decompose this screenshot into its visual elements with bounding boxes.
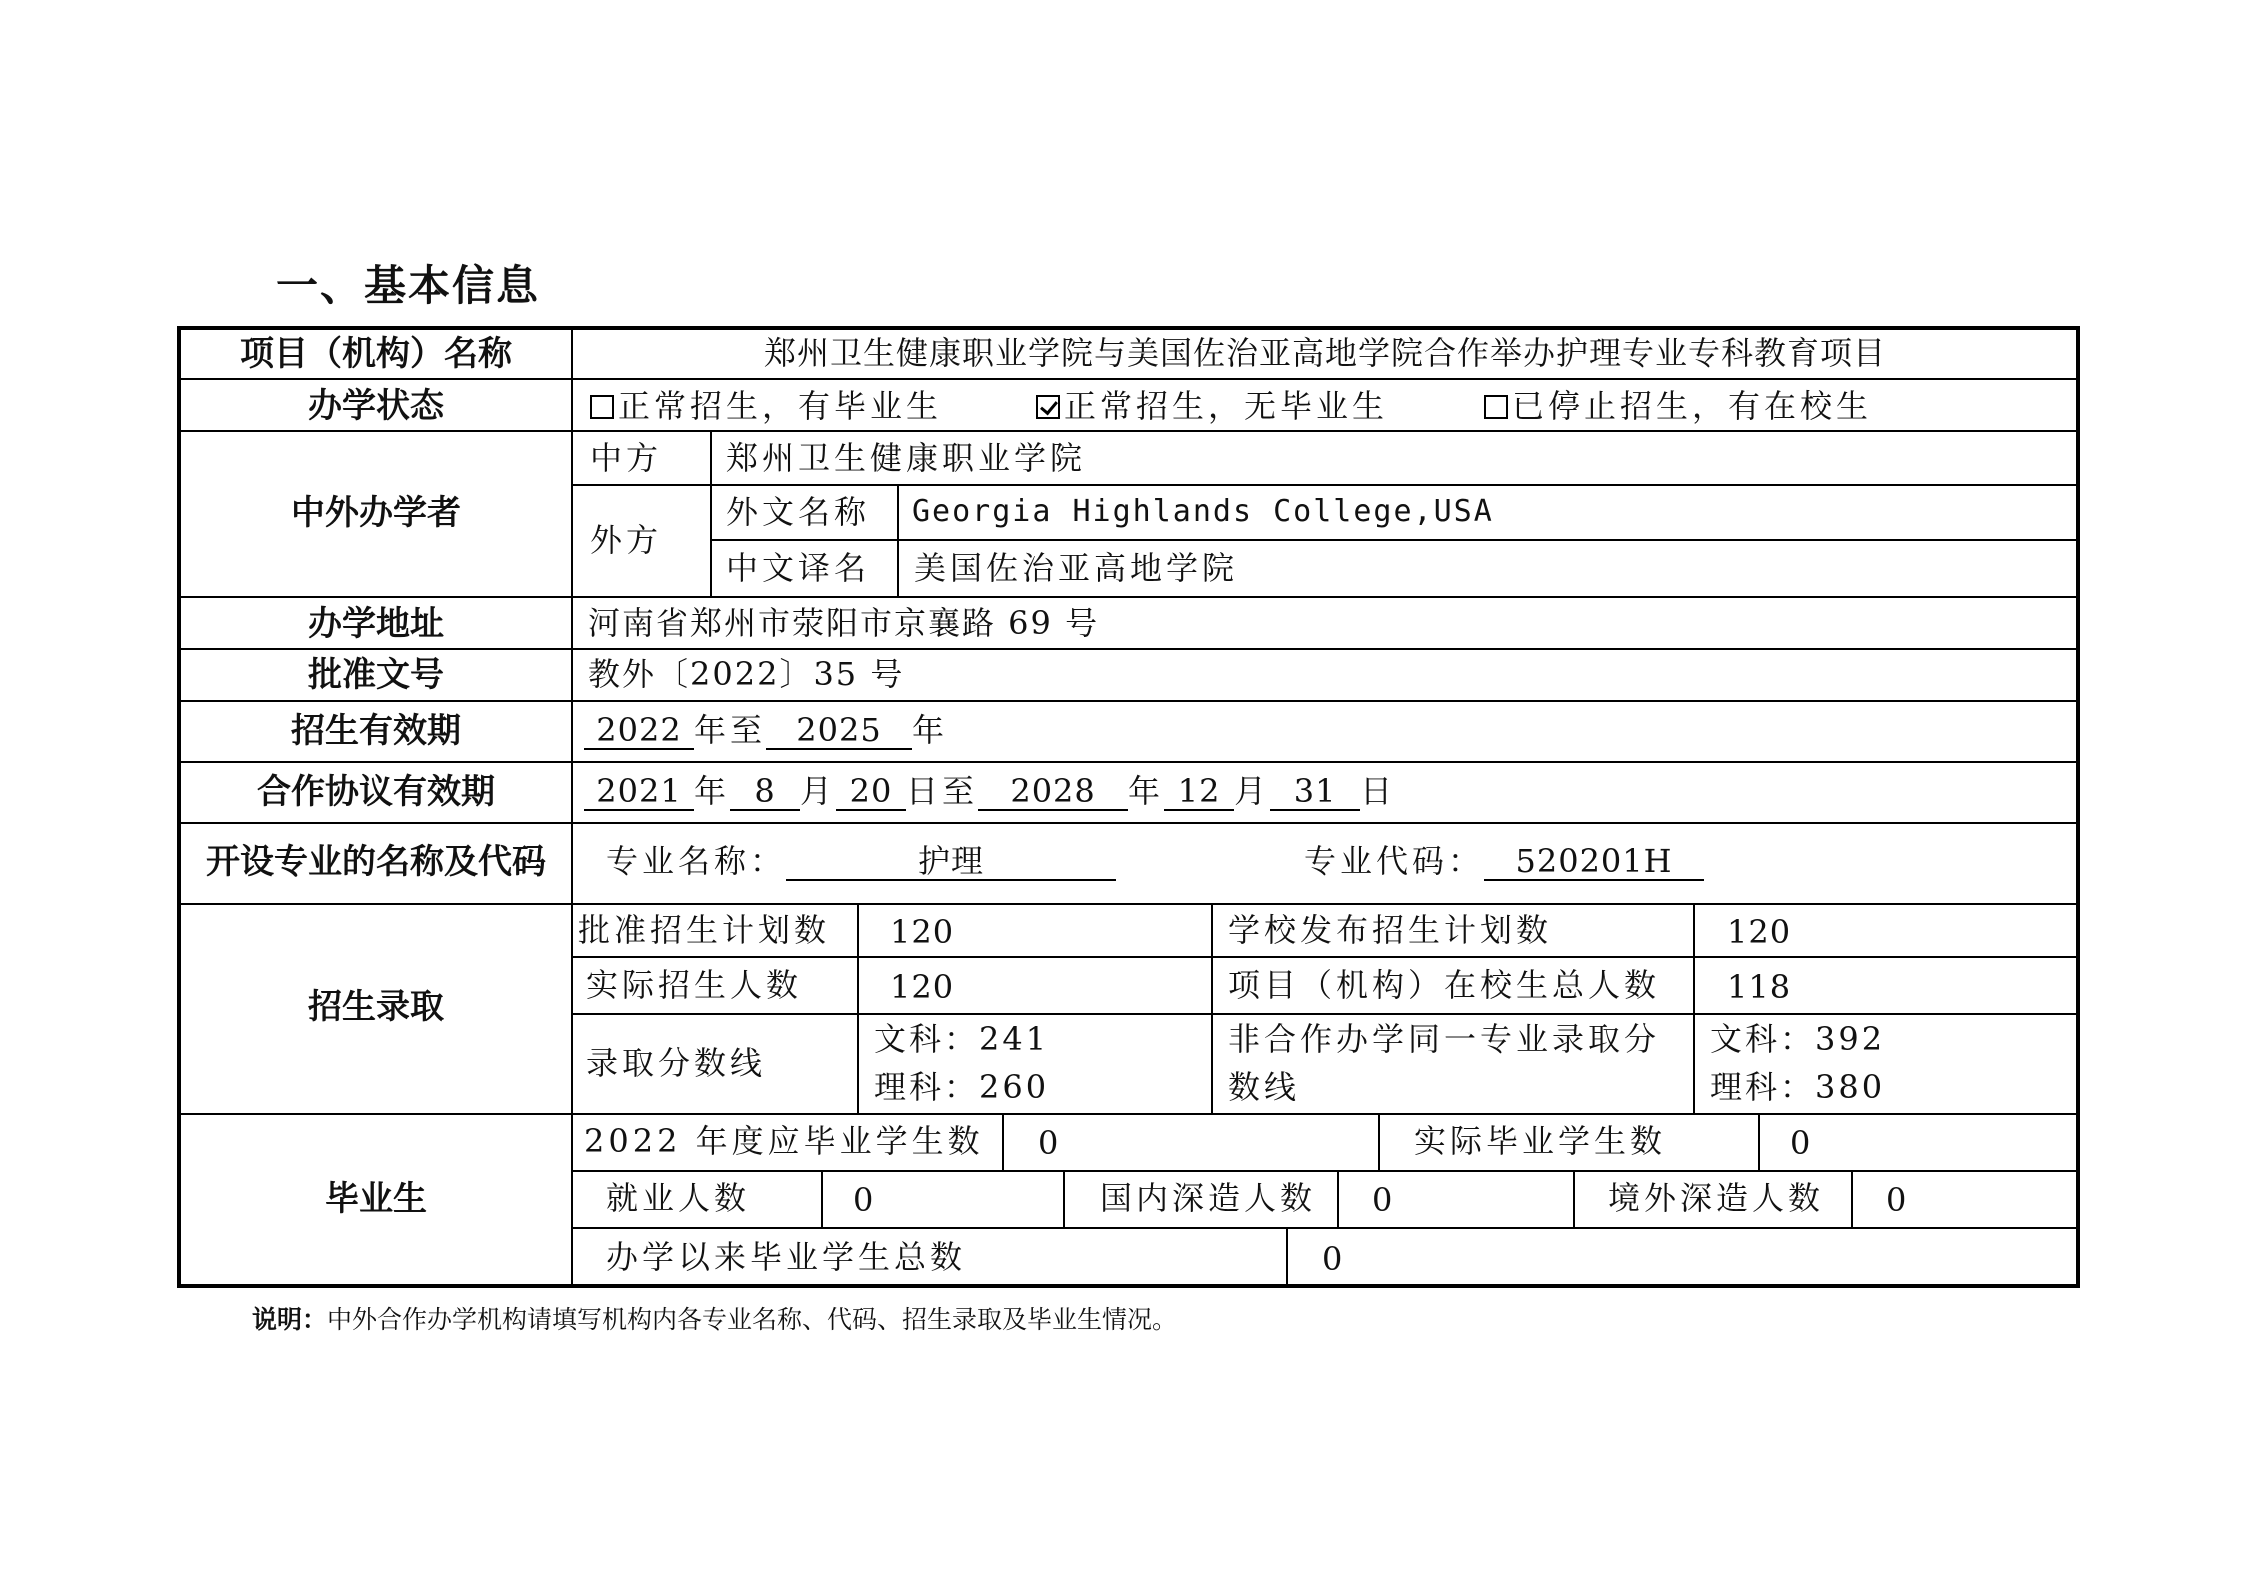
row-divider — [177, 903, 2080, 905]
domestic-study-label: 国内深造人数 — [1100, 1179, 1317, 1217]
row-divider — [572, 484, 2080, 486]
expected-grads-value: 0 — [1038, 1124, 1060, 1162]
year-to-text: 年至 — [694, 711, 767, 749]
address-label: 办学地址 — [308, 604, 444, 644]
major-code-value: 520201H — [1484, 845, 1704, 881]
status-label: 办学状态 — [308, 386, 444, 426]
col-divider — [1573, 1170, 1575, 1227]
agreement-end-day: 31 — [1270, 775, 1360, 811]
approved-plan-value: 120 — [890, 913, 955, 951]
chinese-translation-value: 美国佐治亚高地学院 — [914, 549, 1239, 587]
expected-grads-label: 2022 年度应毕业学生数 — [584, 1122, 984, 1160]
year-unit: 年 — [694, 772, 731, 810]
enroll-period-value — [584, 711, 949, 750]
year-unit: 年 — [1128, 772, 1165, 810]
major-code-field — [1304, 842, 1704, 881]
month-unit: 月 — [800, 772, 837, 810]
total-students-label: 项目（机构）在校生总人数 — [1228, 966, 1661, 1004]
footnote-prefix: 说明： — [252, 1305, 328, 1334]
approval-label: 批准文号 — [308, 655, 444, 695]
actual-grads-value: 0 — [1790, 1124, 1812, 1162]
actual-grads-label: 实际毕业学生数 — [1414, 1122, 1667, 1160]
non-coop-science: 理科：380 — [1710, 1068, 1886, 1106]
col-divider — [1758, 1113, 1760, 1170]
checkbox-empty-icon[interactable] — [590, 395, 614, 419]
row-divider — [572, 956, 2080, 958]
major-code-label: 专业代码： — [1304, 842, 1485, 880]
agreement-period-label: 合作协议有效期 — [257, 772, 495, 812]
row-divider — [177, 648, 2080, 650]
published-plan-value: 120 — [1727, 913, 1792, 951]
major-name-field — [606, 842, 1116, 881]
footnote — [252, 1300, 1177, 1336]
col-divider — [897, 484, 899, 596]
non-coop-arts: 文科：392 — [1710, 1020, 1886, 1058]
foreign-name-label: 外文名称 — [726, 493, 871, 531]
domestic-study-value: 0 — [1372, 1181, 1394, 1219]
foreign-name-value: Georgia Highlands College,USA — [912, 494, 1494, 529]
section-title: 一、基本信息 — [276, 261, 541, 310]
row-divider — [572, 1013, 2080, 1015]
month-unit: 月 — [1234, 772, 1271, 810]
address-value: 河南省郑州市荥阳市京襄路 69 号 — [588, 604, 1100, 642]
checkbox-empty-icon[interactable] — [1484, 395, 1508, 419]
score-arts: 文科：241 — [874, 1020, 1050, 1058]
row-divider — [177, 378, 2080, 380]
status-option-text: 正常招生，有毕业生 — [618, 387, 943, 425]
approved-plan-label: 批准招生计划数 — [578, 911, 831, 949]
non-coop-label-line-1: 非合作办学同一专业录取分 — [1228, 1020, 1661, 1058]
agreement-start-year: 2021 — [584, 775, 694, 811]
total-grads-value: 0 — [1322, 1240, 1344, 1278]
col-divider — [1063, 1170, 1065, 1227]
col-divider — [1851, 1170, 1853, 1227]
chinese-translation-label: 中文译名 — [726, 549, 871, 587]
col-divider — [1337, 1170, 1339, 1227]
project-name-label: 项目（机构）名称 — [240, 334, 512, 374]
abroad-study-label: 境外深造人数 — [1608, 1179, 1825, 1217]
actual-enroll-value: 120 — [890, 968, 955, 1006]
operators-label: 中外办学者 — [291, 493, 461, 533]
status-option-3[interactable] — [1484, 387, 1873, 425]
agreement-end-month: 12 — [1164, 775, 1234, 811]
row-divider — [572, 1170, 2080, 1172]
graduates-label: 毕业生 — [325, 1179, 427, 1219]
total-grads-label: 办学以来毕业学生总数 — [606, 1238, 967, 1276]
non-coop-label-line-2: 数线 — [1228, 1068, 1301, 1106]
enroll-end-year: 2025 — [766, 714, 912, 750]
employed-value: 0 — [853, 1181, 875, 1219]
col-divider — [1002, 1113, 1004, 1170]
col-divider — [571, 326, 573, 1288]
status-option-1[interactable] — [590, 387, 943, 425]
approval-value: 教外〔2022〕35 号 — [588, 655, 905, 693]
row-divider — [177, 1113, 2080, 1115]
project-name-value: 郑州卫生健康职业学院与美国佐治亚高地学院合作举办护理专业专科教育项目 — [763, 334, 1886, 372]
agreement-start-month: 8 — [730, 775, 800, 811]
row-divider — [177, 700, 2080, 702]
chinese-side-value: 郑州卫生健康职业学院 — [726, 439, 1087, 477]
status-option-text: 正常招生，无毕业生 — [1064, 387, 1389, 425]
major-label: 开设专业的名称及代码 — [206, 842, 546, 882]
day-to-text: 日至 — [906, 772, 979, 810]
col-divider — [1286, 1227, 1288, 1288]
col-divider — [821, 1170, 823, 1227]
row-divider — [572, 1227, 2080, 1229]
col-divider — [710, 430, 712, 596]
year-unit: 年 — [912, 711, 949, 749]
admission-label: 招生录取 — [308, 987, 444, 1027]
employed-label: 就业人数 — [606, 1179, 751, 1217]
major-name-label: 专业名称： — [606, 842, 787, 880]
major-name-value: 护理 — [786, 845, 1116, 881]
row-divider — [177, 822, 2080, 824]
status-option-text: 已停止招生，有在校生 — [1512, 387, 1873, 425]
footnote-text: 中外合作办学机构请填写机构内各专业名称、代码、招生录取及毕业生情况。 — [327, 1305, 1178, 1334]
total-students-value: 118 — [1727, 968, 1792, 1006]
enroll-period-label: 招生有效期 — [291, 711, 461, 751]
col-divider — [1211, 903, 1213, 1113]
status-option-2[interactable] — [1036, 387, 1389, 425]
checkbox-checked-icon[interactable] — [1036, 395, 1060, 419]
foreign-side-label: 外方 — [590, 521, 663, 559]
row-divider — [177, 761, 2080, 763]
enroll-start-year: 2022 — [584, 714, 694, 750]
actual-enroll-label: 实际招生人数 — [586, 966, 803, 1004]
score-line-label: 录取分数线 — [586, 1044, 767, 1082]
col-divider — [1378, 1113, 1380, 1170]
row-divider — [711, 539, 2080, 541]
row-divider — [177, 596, 2080, 598]
row-divider — [177, 430, 2080, 432]
col-divider — [1693, 903, 1695, 1113]
agreement-period-value — [584, 772, 1397, 811]
published-plan-label: 学校发布招生计划数 — [1228, 911, 1553, 949]
chinese-side-label: 中方 — [590, 439, 663, 477]
day-unit: 日 — [1360, 772, 1397, 810]
col-divider — [857, 903, 859, 1113]
agreement-start-day: 20 — [836, 775, 906, 811]
agreement-end-year: 2028 — [978, 775, 1128, 811]
abroad-study-value: 0 — [1886, 1181, 1908, 1219]
score-science: 理科：260 — [874, 1068, 1050, 1106]
